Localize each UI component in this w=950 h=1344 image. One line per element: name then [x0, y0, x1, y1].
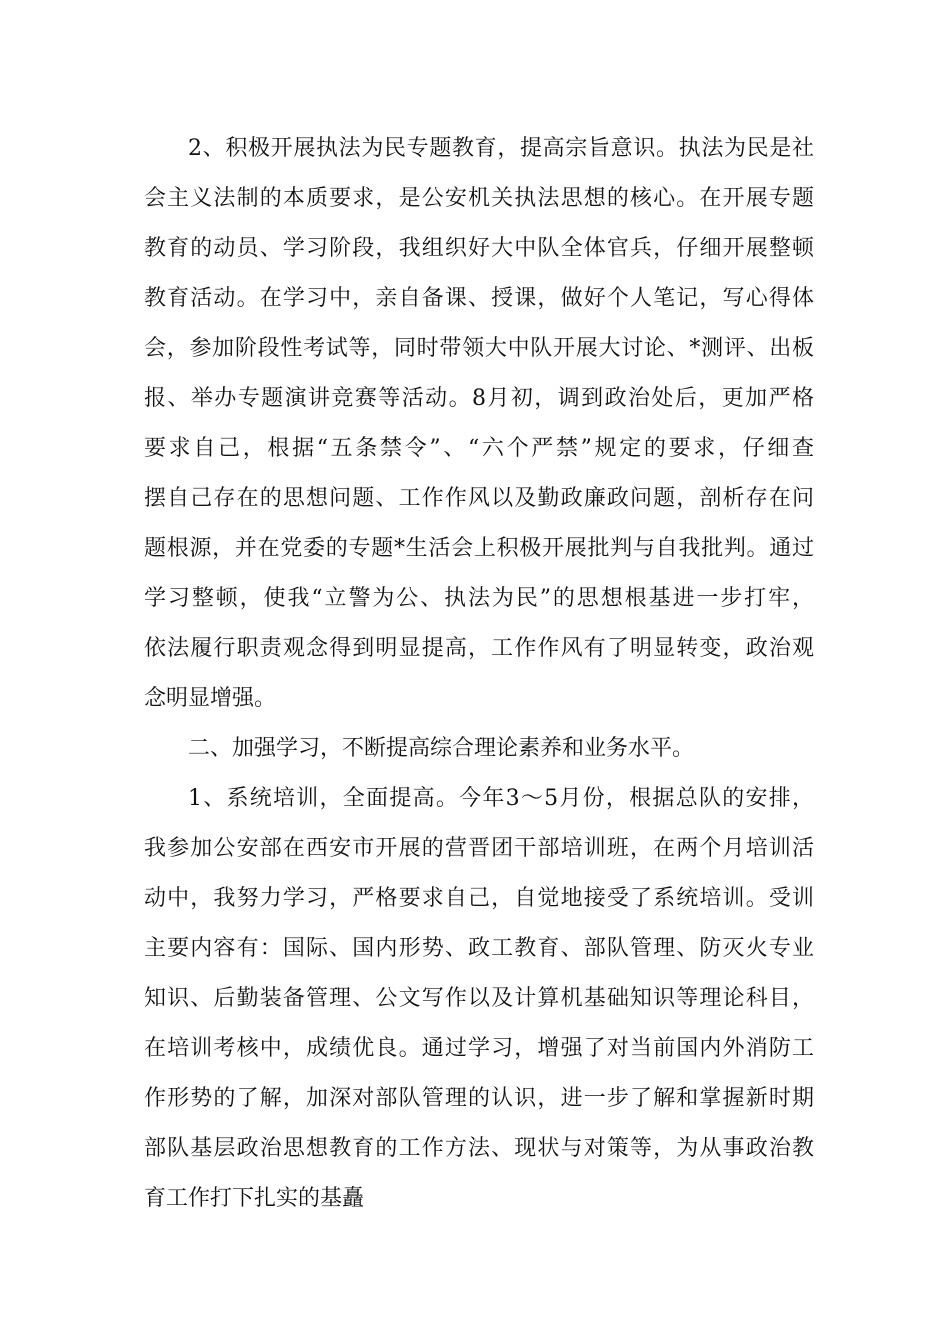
section-heading: 二、加强学习，不断提高综合理论素养和业务水平。 [188, 736, 695, 761]
paragraph-1-line-10: 学习整顿，使我“立警为公、执法为民”的思想根基进一步打牢， [144, 586, 814, 611]
paragraph-1-line-7: 要求自己，根据“五条禁令”、“六个严禁”规定的要求，仔细查 [144, 436, 814, 461]
paragraph-2-line-5: 知识、后勤装备管理、公文写作以及计算机基础知识等理论科目， [144, 986, 814, 1011]
paragraph-2-line-3: 动中，我努力学习，严格要求自己，自觉地接受了系统培训。受训 [144, 886, 814, 911]
paragraph-1-line-11: 依法履行职责观念得到明显提高，工作作风有了明显转变，政治观 [144, 636, 814, 661]
paragraph-1-line-12: 念明显增强。 [144, 686, 277, 711]
paragraph-1-line-5: 会，参加阶段性考试等，同时带领大中队开展大讨论、*测评、出板 [144, 336, 814, 361]
paragraph-2-line-1: 1、系统培训，全面提高。今年3～5月份，根据总队的安排， [188, 786, 814, 811]
paragraph-2-line-9: 育工作打下扎实的基矗 [144, 1186, 365, 1211]
paragraph-1-line-1: 2、积极开展执法为民专题教育，提高宗旨意识。执法为民是社 [188, 136, 814, 161]
paragraph-2-line-6: 在培训考核中，成绩优良。通过学习，增强了对当前国内外消防工 [144, 1036, 814, 1061]
paragraph-1-line-6: 报、举办专题演讲竞赛等活动。8月初，调到政治处后，更加严格 [144, 386, 814, 411]
paragraph-2-line-7: 作形势的了解，加深对部队管理的认识，进一步了解和掌握新时期 [144, 1086, 814, 1111]
paragraph-1-line-4: 教育活动。在学习中，亲自备课、授课，做好个人笔记，写心得体 [144, 286, 814, 311]
paragraph-1-line-8: 摆自己存在的思想问题、工作作风以及勤政廉政问题，剖析存在问 [144, 486, 814, 511]
paragraph-2-line-2: 我参加公安部在西安市开展的营晋团干部培训班，在两个月培训活 [144, 836, 814, 861]
paragraph-2-line-8: 部队基层政治思想教育的工作方法、现状与对策等，为从事政治教 [144, 1136, 814, 1161]
paragraph-2-line-4: 主要内容有：国际、国内形势、政工教育、部队管理、防灭火专业 [144, 936, 814, 961]
paragraph-1-line-9: 题根源，并在党委的专题*生活会上积极开展批判与自我批判。通过 [144, 536, 814, 561]
paragraph-1-line-3: 教育的动员、学习阶段，我组织好大中队全体官兵，仔细开展整顿 [144, 236, 814, 261]
paragraph-1-line-2: 会主义法制的本质要求，是公安机关执法思想的核心。在开展专题 [144, 186, 814, 211]
